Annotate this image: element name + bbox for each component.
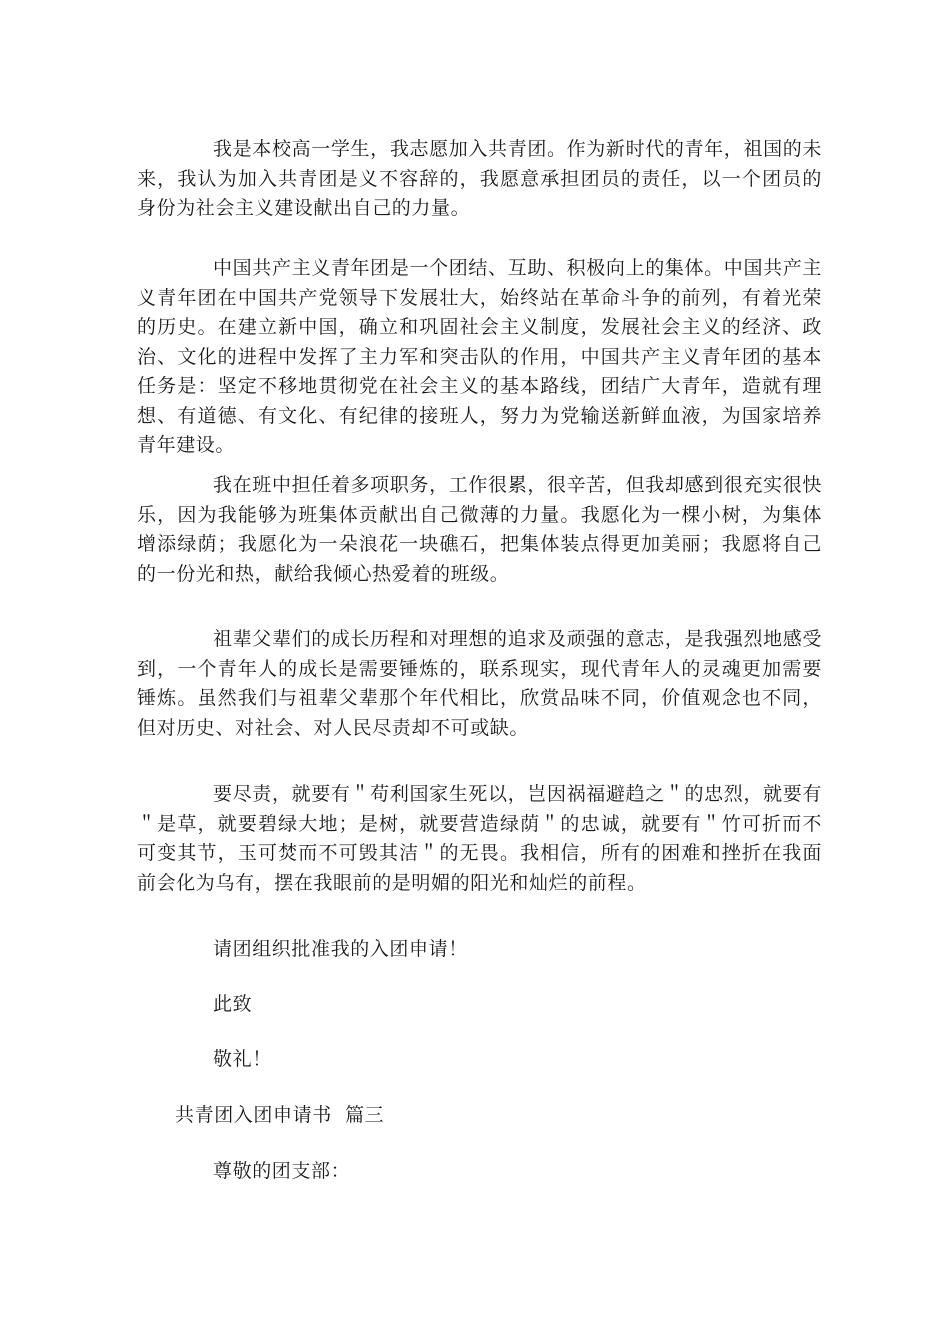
paragraph-4: 祖辈父辈们的成长历程和对理想的追求及顽强的意志，是我强烈地感受到，一个青年人的成长是需要锤炼的，联系现实，现代青年人的灵魂更加需要锤炼。虽然我们与祖辈父辈那个年代相比，欣赏品味不同，价值观念也不同，但对历史、对社会、对人民尽责却不可或缺。: [137, 628, 822, 739]
closing-line-2: 敬礼！: [213, 1048, 272, 1070]
closing-line-1: 此致: [213, 993, 253, 1015]
paragraph-1: 我是本校高一学生，我志愿加入共青团。作为新时代的青年，祖国的未来，我认为加入共青团是义不容辞的，我愿意承担团员的责任，以一个团员的身份为社会主义建设献出自己的力量。: [137, 138, 822, 219]
salutation: 尊敬的团支部：: [213, 1160, 351, 1182]
paragraph-2: 中国共产主义青年团是一个团结、互助、积极向上的集体。中国共产主义青年团在中国共产党领导下发展壮大，始终站在革命斗争的前列，有着光荣的历史。在建立新中国，确立和巩固社会主义制度，发展社会主义的经济、政治、文化的进程中发挥了主力军和突击队的作用，中国共产主义青年团的基本任务是：坚定不移地贯彻党在社会主义的基本路线，团结广大青年，造就有理想、有道德、有文化、有纪律的接班人，努力为党输送新鲜血液，为国家培养青年建设。: [137, 257, 822, 456]
paragraph-5: 要尽责，就要有＂苟利国家生死以，岂因祸福避趋之＂的忠烈，就要有＂是草，就要碧绿大地；是树，就要营造绿荫＂的忠诚，就要有＂竹可折而不可变其节，玉可焚而不可毁其洁＂的无畏。我相信，所有的困难和挫折在我面前会化为乌有，摆在我眼前的是明媚的阳光和灿烂的前程。: [137, 783, 822, 894]
section-title: 共青团入团申请书 篇三: [175, 1104, 385, 1126]
paragraph-3: 我在班中担任着多项职务，工作很累，很辛苦，但我却感到很充实很快乐，因为我能够为班集体贡献出自己微薄的力量。我愿化为一棵小树，为集体增添绿荫；我愿化为一朵浪花一块礁石，把集体装点得更加美丽；我愿将自己的一份光和热，献给我倾心热爱着的班级。: [137, 474, 822, 585]
request-line: 请团组织批准我的入团申请！: [213, 938, 468, 960]
